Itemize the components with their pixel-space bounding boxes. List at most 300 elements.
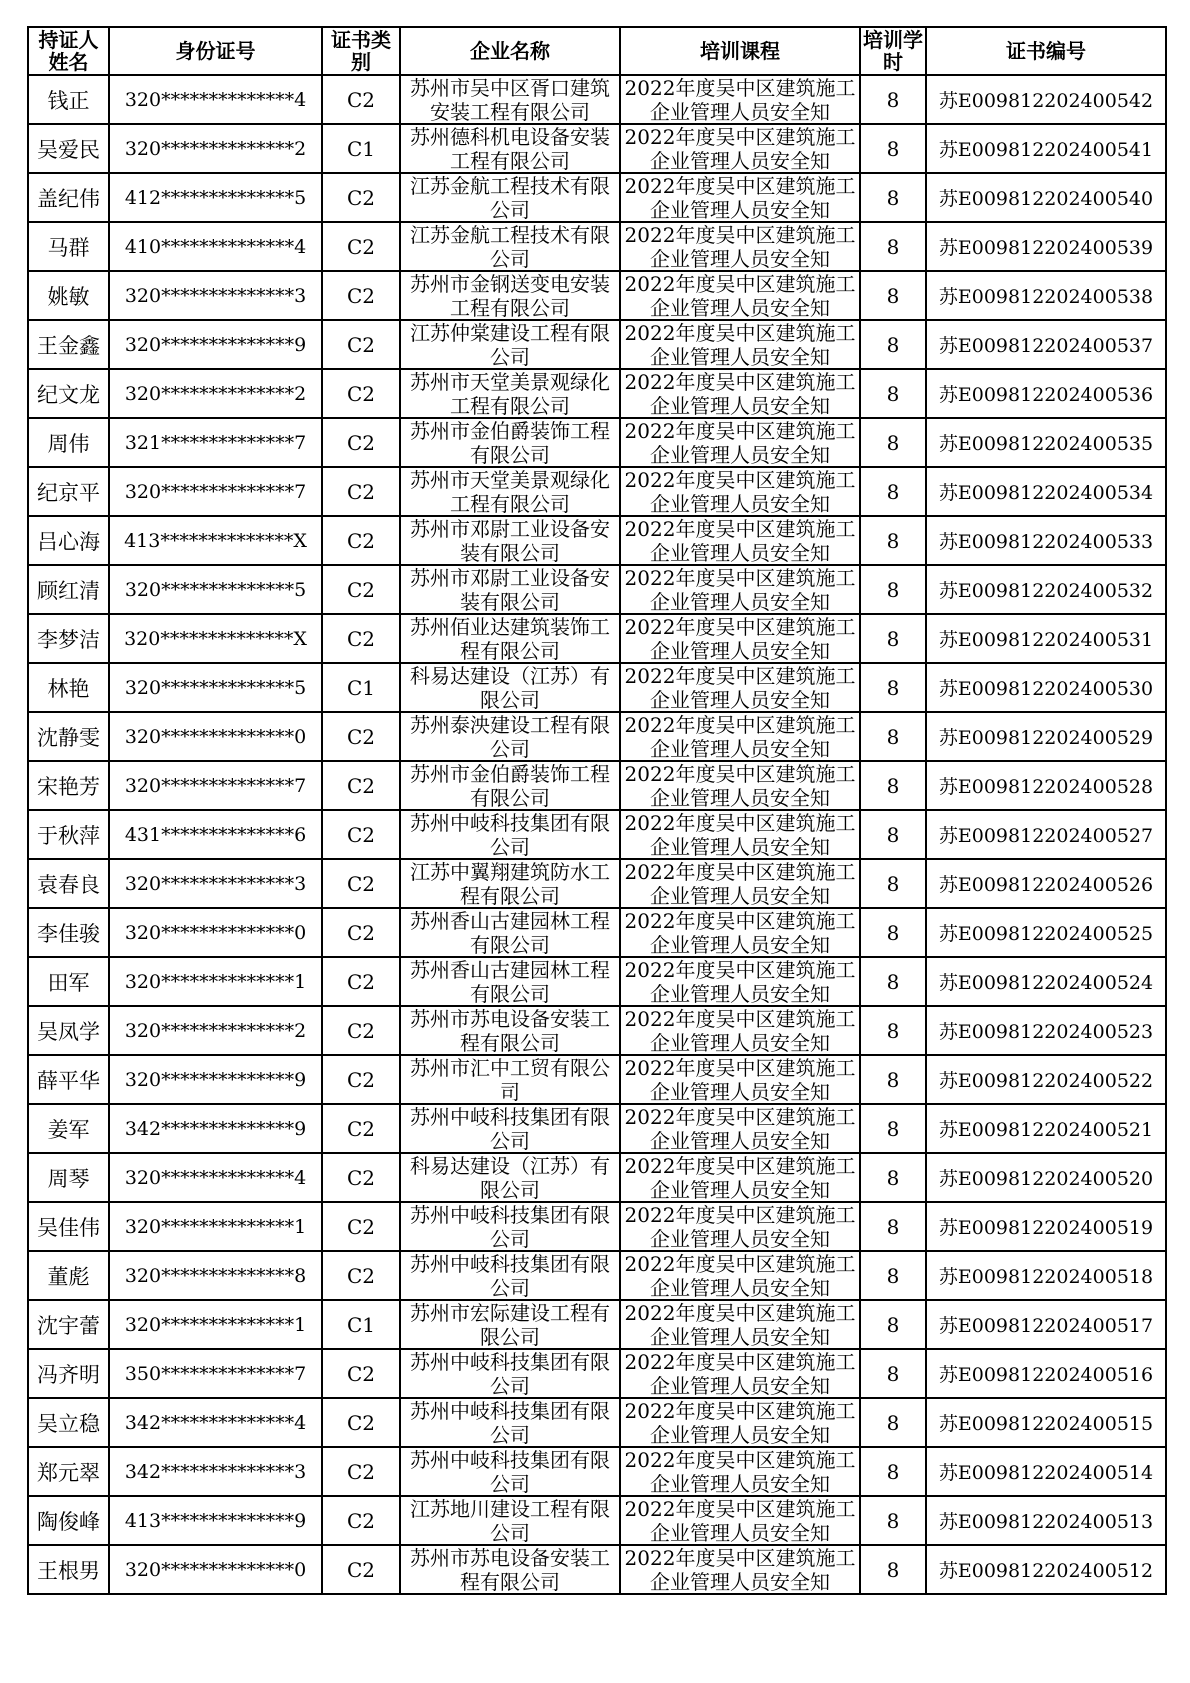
id-number-cell: 320**************4 [109, 75, 322, 124]
company-cell [400, 1153, 620, 1202]
cert-number-cell: 苏E009812202400539 [926, 222, 1166, 271]
company-cell-text: 苏州佰业达建筑装饰工程有限公司 [410, 615, 610, 662]
course-cell [620, 810, 860, 859]
id-number-cell: 320**************5 [109, 565, 322, 614]
course-cell-text: 2022年度吴中区建筑施工企业管理人员安全知 [624, 1350, 856, 1397]
cert-type-cell: C2 [322, 859, 400, 908]
company-cell [400, 467, 620, 516]
table-row [28, 712, 1166, 761]
company-cell [400, 712, 620, 761]
table-row [28, 1300, 1166, 1349]
company-cell-text: 苏州中岐科技集团有限公司 [410, 1105, 610, 1152]
course-cell [620, 712, 860, 761]
id-number-cell: 320**************0 [109, 908, 322, 957]
id-number-cell: 320**************1 [109, 1300, 322, 1349]
company-cell [400, 1349, 620, 1398]
cert-type-cell: C2 [322, 418, 400, 467]
company-cell [400, 1496, 620, 1545]
table-row [28, 1496, 1166, 1545]
holder-name-cell: 田军 [28, 957, 109, 1006]
table-row [28, 467, 1166, 516]
company-cell-text: 苏州中岐科技集团有限公司 [410, 1399, 610, 1446]
course-cell-text: 2022年度吴中区建筑施工企业管理人员安全知 [624, 419, 856, 466]
course-cell-text: 2022年度吴中区建筑施工企业管理人员安全知 [624, 1301, 856, 1348]
table-row [28, 418, 1166, 467]
company-cell-text: 苏州市吴中区胥口建筑安装工程有限公司 [410, 76, 610, 123]
hours-cell: 8 [860, 1202, 926, 1251]
course-cell-text: 2022年度吴中区建筑施工企业管理人员安全知 [624, 1399, 856, 1446]
company-cell [400, 1545, 620, 1594]
course-cell [620, 1398, 860, 1447]
table-row [28, 1398, 1166, 1447]
holder-name-cell: 沈静雯 [28, 712, 109, 761]
course-cell [620, 1349, 860, 1398]
cert-type-cell: C2 [322, 75, 400, 124]
hours-cell: 8 [860, 761, 926, 810]
company-cell [400, 173, 620, 222]
cert-type-cell: C2 [322, 908, 400, 957]
table-row [28, 1251, 1166, 1300]
table-row [28, 614, 1166, 663]
cert-number-cell: 苏E009812202400522 [926, 1055, 1166, 1104]
course-cell [620, 908, 860, 957]
cert-number-cell: 苏E009812202400527 [926, 810, 1166, 859]
hours-cell: 8 [860, 1545, 926, 1594]
course-cell-text: 2022年度吴中区建筑施工企业管理人员安全知 [624, 958, 856, 1005]
holder-name-cell: 周琴 [28, 1153, 109, 1202]
course-cell-text: 2022年度吴中区建筑施工企业管理人员安全知 [624, 1154, 856, 1201]
header-hours: 培训学时 [860, 27, 926, 75]
id-number-cell: 320**************0 [109, 712, 322, 761]
header-cert-number: 证书编号 [926, 27, 1166, 75]
company-cell-text: 苏州香山古建园林工程有限公司 [410, 909, 610, 956]
company-cell [400, 1055, 620, 1104]
cert-number-cell: 苏E009812202400520 [926, 1153, 1166, 1202]
hours-cell: 8 [860, 663, 926, 712]
company-cell-text: 江苏金航工程技术有限公司 [410, 223, 610, 270]
cert-type-cell: C2 [322, 712, 400, 761]
cert-type-cell: C2 [322, 1006, 400, 1055]
course-cell-text: 2022年度吴中区建筑施工企业管理人员安全知 [624, 517, 856, 564]
id-number-cell: 320**************X [109, 614, 322, 663]
cert-number-cell: 苏E009812202400532 [926, 565, 1166, 614]
course-cell-text: 2022年度吴中区建筑施工企业管理人员安全知 [624, 664, 856, 711]
course-cell-text: 2022年度吴中区建筑施工企业管理人员安全知 [624, 1546, 856, 1593]
cert-number-cell: 苏E009812202400537 [926, 320, 1166, 369]
course-cell [620, 1055, 860, 1104]
company-cell-text: 苏州市汇中工贸有限公司 [410, 1056, 610, 1103]
company-cell-text: 苏州中岐科技集团有限公司 [410, 1448, 610, 1495]
id-number-cell: 320**************5 [109, 663, 322, 712]
company-cell [400, 1251, 620, 1300]
cert-type-cell: C2 [322, 271, 400, 320]
header-company: 企业名称 [400, 27, 620, 75]
course-cell [620, 369, 860, 418]
hours-cell: 8 [860, 1300, 926, 1349]
course-cell-text: 2022年度吴中区建筑施工企业管理人员安全知 [624, 272, 856, 319]
hours-cell: 8 [860, 124, 926, 173]
course-cell-text: 2022年度吴中区建筑施工企业管理人员安全知 [624, 76, 856, 123]
company-cell-text: 苏州中岐科技集团有限公司 [410, 1203, 610, 1250]
hours-cell: 8 [860, 1251, 926, 1300]
company-cell [400, 1104, 620, 1153]
course-cell-text: 2022年度吴中区建筑施工企业管理人员安全知 [624, 125, 856, 172]
cert-type-cell: C2 [322, 614, 400, 663]
company-cell [400, 957, 620, 1006]
header-id-number: 身份证号 [109, 27, 322, 75]
table-row [28, 75, 1166, 124]
course-cell-text: 2022年度吴中区建筑施工企业管理人员安全知 [624, 713, 856, 760]
company-cell [400, 663, 620, 712]
company-cell-text: 苏州中岐科技集团有限公司 [410, 1252, 610, 1299]
cert-number-cell: 苏E009812202400540 [926, 173, 1166, 222]
hours-cell: 8 [860, 173, 926, 222]
cert-type-cell: C2 [322, 1496, 400, 1545]
holder-name-cell: 马群 [28, 222, 109, 271]
company-cell-text: 苏州市邓尉工业设备安装有限公司 [410, 517, 610, 564]
holder-name-cell: 姜军 [28, 1104, 109, 1153]
hours-cell: 8 [860, 859, 926, 908]
cert-type-cell: C2 [322, 1398, 400, 1447]
cert-type-cell: C2 [322, 516, 400, 565]
id-number-cell: 320**************1 [109, 957, 322, 1006]
hours-cell: 8 [860, 957, 926, 1006]
cert-type-cell: C2 [322, 761, 400, 810]
course-cell [620, 1447, 860, 1496]
company-cell-text: 苏州市邓尉工业设备安装有限公司 [410, 566, 610, 613]
table-row [28, 320, 1166, 369]
cert-type-cell: C2 [322, 1104, 400, 1153]
holder-name-cell: 林艳 [28, 663, 109, 712]
course-cell-text: 2022年度吴中区建筑施工企业管理人员安全知 [624, 468, 856, 515]
hours-cell: 8 [860, 810, 926, 859]
cert-type-cell: C2 [322, 320, 400, 369]
holder-name-cell: 吴立稳 [28, 1398, 109, 1447]
id-number-cell: 431**************6 [109, 810, 322, 859]
company-cell [400, 516, 620, 565]
hours-cell: 8 [860, 467, 926, 516]
id-number-cell: 350**************7 [109, 1349, 322, 1398]
id-number-cell: 342**************3 [109, 1447, 322, 1496]
holder-name-cell: 沈宇蕾 [28, 1300, 109, 1349]
hours-cell: 8 [860, 1496, 926, 1545]
id-number-cell: 410**************4 [109, 222, 322, 271]
cert-type-cell: C2 [322, 1349, 400, 1398]
table-row [28, 565, 1166, 614]
course-cell-text: 2022年度吴中区建筑施工企业管理人员安全知 [624, 762, 856, 809]
table-row [28, 222, 1166, 271]
course-cell-text: 2022年度吴中区建筑施工企业管理人员安全知 [624, 1007, 856, 1054]
id-number-cell: 342**************9 [109, 1104, 322, 1153]
cert-number-cell: 苏E009812202400538 [926, 271, 1166, 320]
cert-type-cell: C2 [322, 957, 400, 1006]
company-cell-text: 苏州市苏电设备安装工程有限公司 [410, 1546, 610, 1593]
cert-type-cell: C2 [322, 1447, 400, 1496]
company-cell-text: 科易达建设（江苏）有限公司 [410, 664, 610, 711]
course-cell [620, 1153, 860, 1202]
company-cell [400, 761, 620, 810]
cert-type-cell: C2 [322, 1251, 400, 1300]
company-cell-text: 苏州中岐科技集团有限公司 [410, 1350, 610, 1397]
table-row [28, 1153, 1166, 1202]
table-row [28, 1104, 1166, 1153]
id-number-cell: 320**************7 [109, 761, 322, 810]
company-cell [400, 1447, 620, 1496]
hours-cell: 8 [860, 1153, 926, 1202]
cert-type-cell: C1 [322, 1300, 400, 1349]
table-row [28, 1006, 1166, 1055]
table-row [28, 271, 1166, 320]
holder-name-cell: 李佳骏 [28, 908, 109, 957]
course-cell-text: 2022年度吴中区建筑施工企业管理人员安全知 [624, 860, 856, 907]
hours-cell: 8 [860, 418, 926, 467]
cert-type-cell: C2 [322, 369, 400, 418]
company-cell-text: 苏州德科机电设备安装工程有限公司 [410, 125, 610, 172]
holder-name-cell: 宋艳芳 [28, 761, 109, 810]
holder-name-cell: 姚敏 [28, 271, 109, 320]
course-cell [620, 1545, 860, 1594]
holder-name-cell: 吴爱民 [28, 124, 109, 173]
id-number-cell: 320**************4 [109, 1153, 322, 1202]
table-row [28, 957, 1166, 1006]
cert-type-cell: C2 [322, 173, 400, 222]
cert-type-cell: C1 [322, 663, 400, 712]
id-number-cell: 320**************2 [109, 124, 322, 173]
cert-number-cell: 苏E009812202400533 [926, 516, 1166, 565]
holder-name-cell: 陶俊峰 [28, 1496, 109, 1545]
cert-number-cell: 苏E009812202400535 [926, 418, 1166, 467]
hours-cell: 8 [860, 1447, 926, 1496]
course-cell [620, 859, 860, 908]
table-row [28, 1055, 1166, 1104]
cert-type-cell: C2 [322, 467, 400, 516]
company-cell-text: 苏州市天堂美景观绿化工程有限公司 [410, 468, 610, 515]
table-row [28, 859, 1166, 908]
holder-name-cell: 王根男 [28, 1545, 109, 1594]
cert-type-cell: C2 [322, 565, 400, 614]
hours-cell: 8 [860, 516, 926, 565]
hours-cell: 8 [860, 75, 926, 124]
table-row [28, 908, 1166, 957]
cert-number-cell: 苏E009812202400518 [926, 1251, 1166, 1300]
company-cell [400, 1202, 620, 1251]
id-number-cell: 320**************1 [109, 1202, 322, 1251]
id-number-cell: 413**************X [109, 516, 322, 565]
cert-number-cell: 苏E009812202400514 [926, 1447, 1166, 1496]
id-number-cell: 320**************2 [109, 369, 322, 418]
cert-type-cell: C2 [322, 1545, 400, 1594]
course-cell [620, 663, 860, 712]
table-row [28, 1202, 1166, 1251]
header-holder-name: 持证人姓名 [28, 27, 109, 75]
table-row [28, 516, 1166, 565]
course-cell-text: 2022年度吴中区建筑施工企业管理人员安全知 [624, 1105, 856, 1152]
cert-number-cell: 苏E009812202400512 [926, 1545, 1166, 1594]
holder-name-cell: 吕心海 [28, 516, 109, 565]
company-cell-text: 苏州泰泱建设工程有限公司 [410, 713, 610, 760]
course-cell-text: 2022年度吴中区建筑施工企业管理人员安全知 [624, 811, 856, 858]
cert-number-cell: 苏E009812202400525 [926, 908, 1166, 957]
cert-number-cell: 苏E009812202400524 [926, 957, 1166, 1006]
company-cell-text: 江苏金航工程技术有限公司 [410, 174, 610, 221]
header-cert-type: 证书类别 [322, 27, 400, 75]
cert-number-cell: 苏E009812202400541 [926, 124, 1166, 173]
hours-cell: 8 [860, 320, 926, 369]
cert-type-cell: C2 [322, 1055, 400, 1104]
course-cell [620, 222, 860, 271]
course-cell [620, 418, 860, 467]
holder-name-cell: 冯齐明 [28, 1349, 109, 1398]
table-row [28, 761, 1166, 810]
cert-number-cell: 苏E009812202400519 [926, 1202, 1166, 1251]
course-cell [620, 761, 860, 810]
course-cell-text: 2022年度吴中区建筑施工企业管理人员安全知 [624, 1252, 856, 1299]
course-cell [620, 271, 860, 320]
holder-name-cell: 周伟 [28, 418, 109, 467]
cert-number-cell: 苏E009812202400523 [926, 1006, 1166, 1055]
hours-cell: 8 [860, 614, 926, 663]
id-number-cell: 320**************3 [109, 859, 322, 908]
company-cell [400, 75, 620, 124]
course-cell-text: 2022年度吴中区建筑施工企业管理人员安全知 [624, 1056, 856, 1103]
table-row [28, 663, 1166, 712]
holder-name-cell: 王金鑫 [28, 320, 109, 369]
id-number-cell: 412**************5 [109, 173, 322, 222]
company-cell [400, 369, 620, 418]
company-cell [400, 859, 620, 908]
course-cell [620, 1300, 860, 1349]
cert-number-cell: 苏E009812202400517 [926, 1300, 1166, 1349]
cert-number-cell: 苏E009812202400521 [926, 1104, 1166, 1153]
course-cell-text: 2022年度吴中区建筑施工企业管理人员安全知 [624, 1497, 856, 1544]
course-cell-text: 2022年度吴中区建筑施工企业管理人员安全知 [624, 909, 856, 956]
holder-name-cell: 纪京平 [28, 467, 109, 516]
company-cell-text: 江苏地川建设工程有限公司 [410, 1497, 610, 1544]
cert-type-cell: C2 [322, 222, 400, 271]
holder-name-cell: 吴佳伟 [28, 1202, 109, 1251]
company-cell [400, 1398, 620, 1447]
course-cell-text: 2022年度吴中区建筑施工企业管理人员安全知 [624, 370, 856, 417]
table-body [28, 75, 1166, 1594]
company-cell [400, 565, 620, 614]
holder-name-cell: 盖纪伟 [28, 173, 109, 222]
course-cell [620, 467, 860, 516]
table-row [28, 369, 1166, 418]
id-number-cell: 320**************9 [109, 1055, 322, 1104]
hours-cell: 8 [860, 222, 926, 271]
company-cell-text: 苏州市苏电设备安装工程有限公司 [410, 1007, 610, 1054]
header-course: 培训课程 [620, 27, 860, 75]
cert-number-cell: 苏E009812202400528 [926, 761, 1166, 810]
course-cell [620, 75, 860, 124]
holder-name-cell: 顾红清 [28, 565, 109, 614]
table-row [28, 124, 1166, 173]
holder-name-cell: 纪文龙 [28, 369, 109, 418]
hours-cell: 8 [860, 1055, 926, 1104]
course-cell-text: 2022年度吴中区建筑施工企业管理人员安全知 [624, 223, 856, 270]
cert-type-cell: C2 [322, 810, 400, 859]
hours-cell: 8 [860, 369, 926, 418]
holder-name-cell: 袁春良 [28, 859, 109, 908]
company-cell [400, 271, 620, 320]
holder-name-cell: 郑元翠 [28, 1447, 109, 1496]
course-cell [620, 1496, 860, 1545]
course-cell-text: 2022年度吴中区建筑施工企业管理人员安全知 [624, 566, 856, 613]
holder-name-cell: 董彪 [28, 1251, 109, 1300]
holder-name-cell: 于秋萍 [28, 810, 109, 859]
hours-cell: 8 [860, 1104, 926, 1153]
certificate-table [27, 26, 1167, 1595]
company-cell [400, 1006, 620, 1055]
course-cell [620, 124, 860, 173]
company-cell-text: 苏州香山古建园林工程有限公司 [410, 958, 610, 1005]
company-cell-text: 苏州市金伯爵装饰工程有限公司 [410, 762, 610, 809]
course-cell-text: 2022年度吴中区建筑施工企业管理人员安全知 [624, 174, 856, 221]
course-cell [620, 1202, 860, 1251]
cert-number-cell: 苏E009812202400526 [926, 859, 1166, 908]
hours-cell: 8 [860, 1006, 926, 1055]
holder-name-cell: 吴凤学 [28, 1006, 109, 1055]
id-number-cell: 320**************2 [109, 1006, 322, 1055]
course-cell [620, 1006, 860, 1055]
hours-cell: 8 [860, 1349, 926, 1398]
cert-type-cell: C2 [322, 1202, 400, 1251]
course-cell [620, 516, 860, 565]
company-cell-text: 苏州市宏际建设工程有限公司 [410, 1301, 610, 1348]
id-number-cell: 320**************9 [109, 320, 322, 369]
course-cell [620, 957, 860, 1006]
table-row [28, 810, 1166, 859]
cert-number-cell: 苏E009812202400529 [926, 712, 1166, 761]
cert-number-cell: 苏E009812202400536 [926, 369, 1166, 418]
cert-type-cell: C1 [322, 124, 400, 173]
cert-number-cell: 苏E009812202400531 [926, 614, 1166, 663]
cert-number-cell: 苏E009812202400515 [926, 1398, 1166, 1447]
company-cell-text: 江苏仲棠建设工程有限公司 [410, 321, 610, 368]
cert-number-cell: 苏E009812202400530 [926, 663, 1166, 712]
id-number-cell: 413**************9 [109, 1496, 322, 1545]
id-number-cell: 320**************0 [109, 1545, 322, 1594]
header-row [28, 27, 1166, 75]
cert-number-cell: 苏E009812202400513 [926, 1496, 1166, 1545]
hours-cell: 8 [860, 712, 926, 761]
id-number-cell: 320**************3 [109, 271, 322, 320]
certificate-sheet [27, 26, 1167, 1595]
hours-cell: 8 [860, 908, 926, 957]
table-row [28, 1545, 1166, 1594]
course-cell [620, 565, 860, 614]
course-cell-text: 2022年度吴中区建筑施工企业管理人员安全知 [624, 615, 856, 662]
course-cell-text: 2022年度吴中区建筑施工企业管理人员安全知 [624, 1203, 856, 1250]
id-number-cell: 342**************4 [109, 1398, 322, 1447]
course-cell [620, 1251, 860, 1300]
course-cell [620, 320, 860, 369]
company-cell [400, 418, 620, 467]
company-cell [400, 222, 620, 271]
id-number-cell: 320**************8 [109, 1251, 322, 1300]
company-cell [400, 614, 620, 663]
company-cell-text: 苏州市天堂美景观绿化工程有限公司 [410, 370, 610, 417]
holder-name-cell: 钱正 [28, 75, 109, 124]
company-cell [400, 320, 620, 369]
company-cell-text: 科易达建设（江苏）有限公司 [410, 1154, 610, 1201]
table-row [28, 1349, 1166, 1398]
table-row [28, 173, 1166, 222]
company-cell-text: 苏州市金钢送变电安装工程有限公司 [410, 272, 610, 319]
company-cell-text: 江苏中翼翔建筑防水工程有限公司 [410, 860, 610, 907]
table-row [28, 1447, 1166, 1496]
company-cell [400, 124, 620, 173]
